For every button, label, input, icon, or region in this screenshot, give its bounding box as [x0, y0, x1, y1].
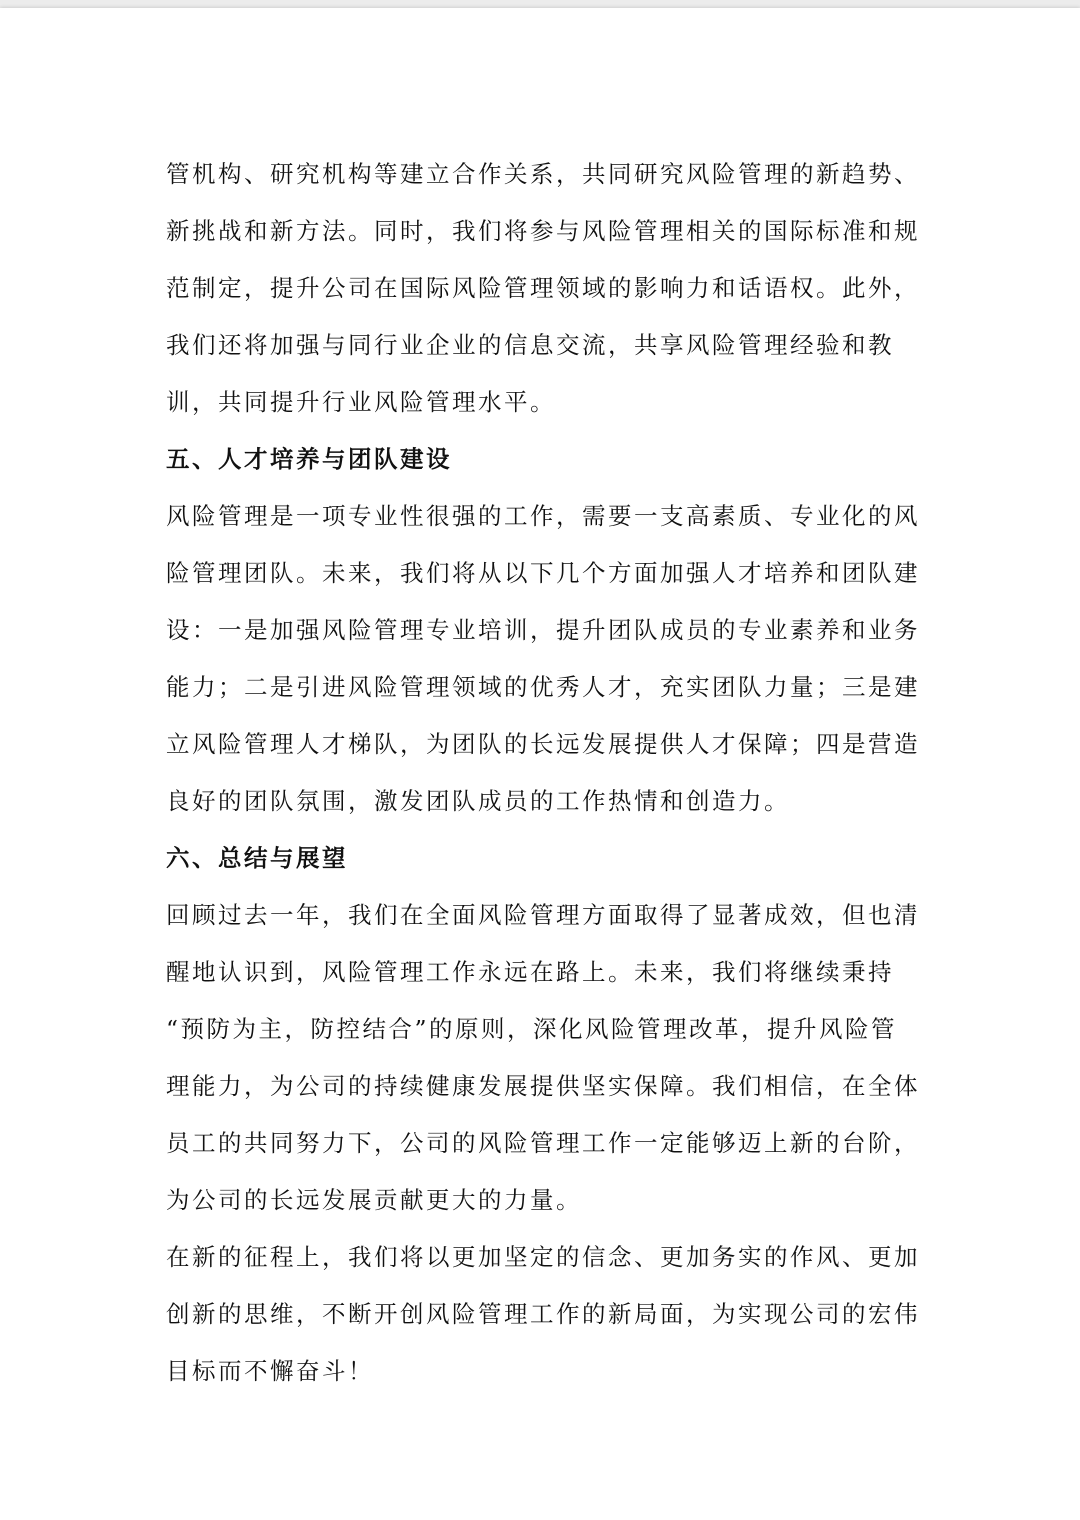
paragraph-talent — [166, 488, 920, 830]
text-line: 员工的共同努力下，公司的风险管理工作一定能够迈上新的台阶， — [166, 1129, 920, 1157]
text-line: 为公司的长远发展贡献更大的力量。 — [166, 1186, 582, 1214]
text-line: 立风险管理人才梯队，为团队的长远发展提供人才保障；四是营造 — [166, 730, 920, 758]
text-line: 在新的征程上，我们将以更加坚定的信念、更加务实的作风、更加 — [166, 1243, 920, 1271]
paragraph-closing — [166, 1229, 920, 1400]
text-line: 理能力，为公司的持续健康发展提供坚实保障。我们相信，在全体 — [166, 1072, 920, 1100]
document-content — [166, 146, 920, 1400]
text-line: 良好的团队氛围，激发团队成员的工作热情和创造力。 — [166, 787, 790, 815]
text-line: 回顾过去一年，我们在全面风险管理方面取得了显著成效，但也清 — [166, 901, 920, 929]
paragraph-summary — [166, 887, 920, 1229]
text-line: 新挑战和新方法。同时，我们将参与风险管理相关的国际标准和规 — [166, 217, 920, 245]
text-line: 我们还将加强与同行业企业的信息交流，共享风险管理经验和教 — [166, 331, 894, 359]
section-heading-talent: 五、人才培养与团队建设 — [166, 445, 452, 473]
text-line: 范制定，提升公司在国际风险管理领域的影响力和话语权。此外， — [166, 274, 920, 302]
text-line: 风险管理是一项专业性很强的工作，需要一支高素质、专业化的风 — [166, 502, 920, 530]
text-line: 目标而不懈奋斗！ — [166, 1357, 374, 1385]
text-line: 训，共同提升行业风险管理水平。 — [166, 388, 556, 416]
text-line: 醒地认识到，风险管理工作永远在路上。未来，我们将继续秉持 — [166, 958, 894, 986]
text-line: 管机构、研究机构等建立合作关系，共同研究风险管理的新趋势、 — [166, 160, 920, 188]
paragraph-cooperation — [166, 146, 920, 431]
document-page — [0, 8, 1080, 1520]
text-line: “预防为主，防控结合”的原则，深化风险管理改革，提升风险管 — [166, 1015, 898, 1043]
text-line: 险管理团队。未来，我们将从以下几个方面加强人才培养和团队建 — [166, 559, 920, 587]
text-line: 设：一是加强风险管理专业培训，提升团队成员的专业素养和业务 — [166, 616, 920, 644]
text-line: 创新的思维，不断开创风险管理工作的新局面，为实现公司的宏伟 — [166, 1300, 920, 1328]
section-heading-summary: 六、总结与展望 — [166, 844, 348, 872]
text-line: 能力；二是引进风险管理领域的优秀人才，充实团队力量；三是建 — [166, 673, 920, 701]
